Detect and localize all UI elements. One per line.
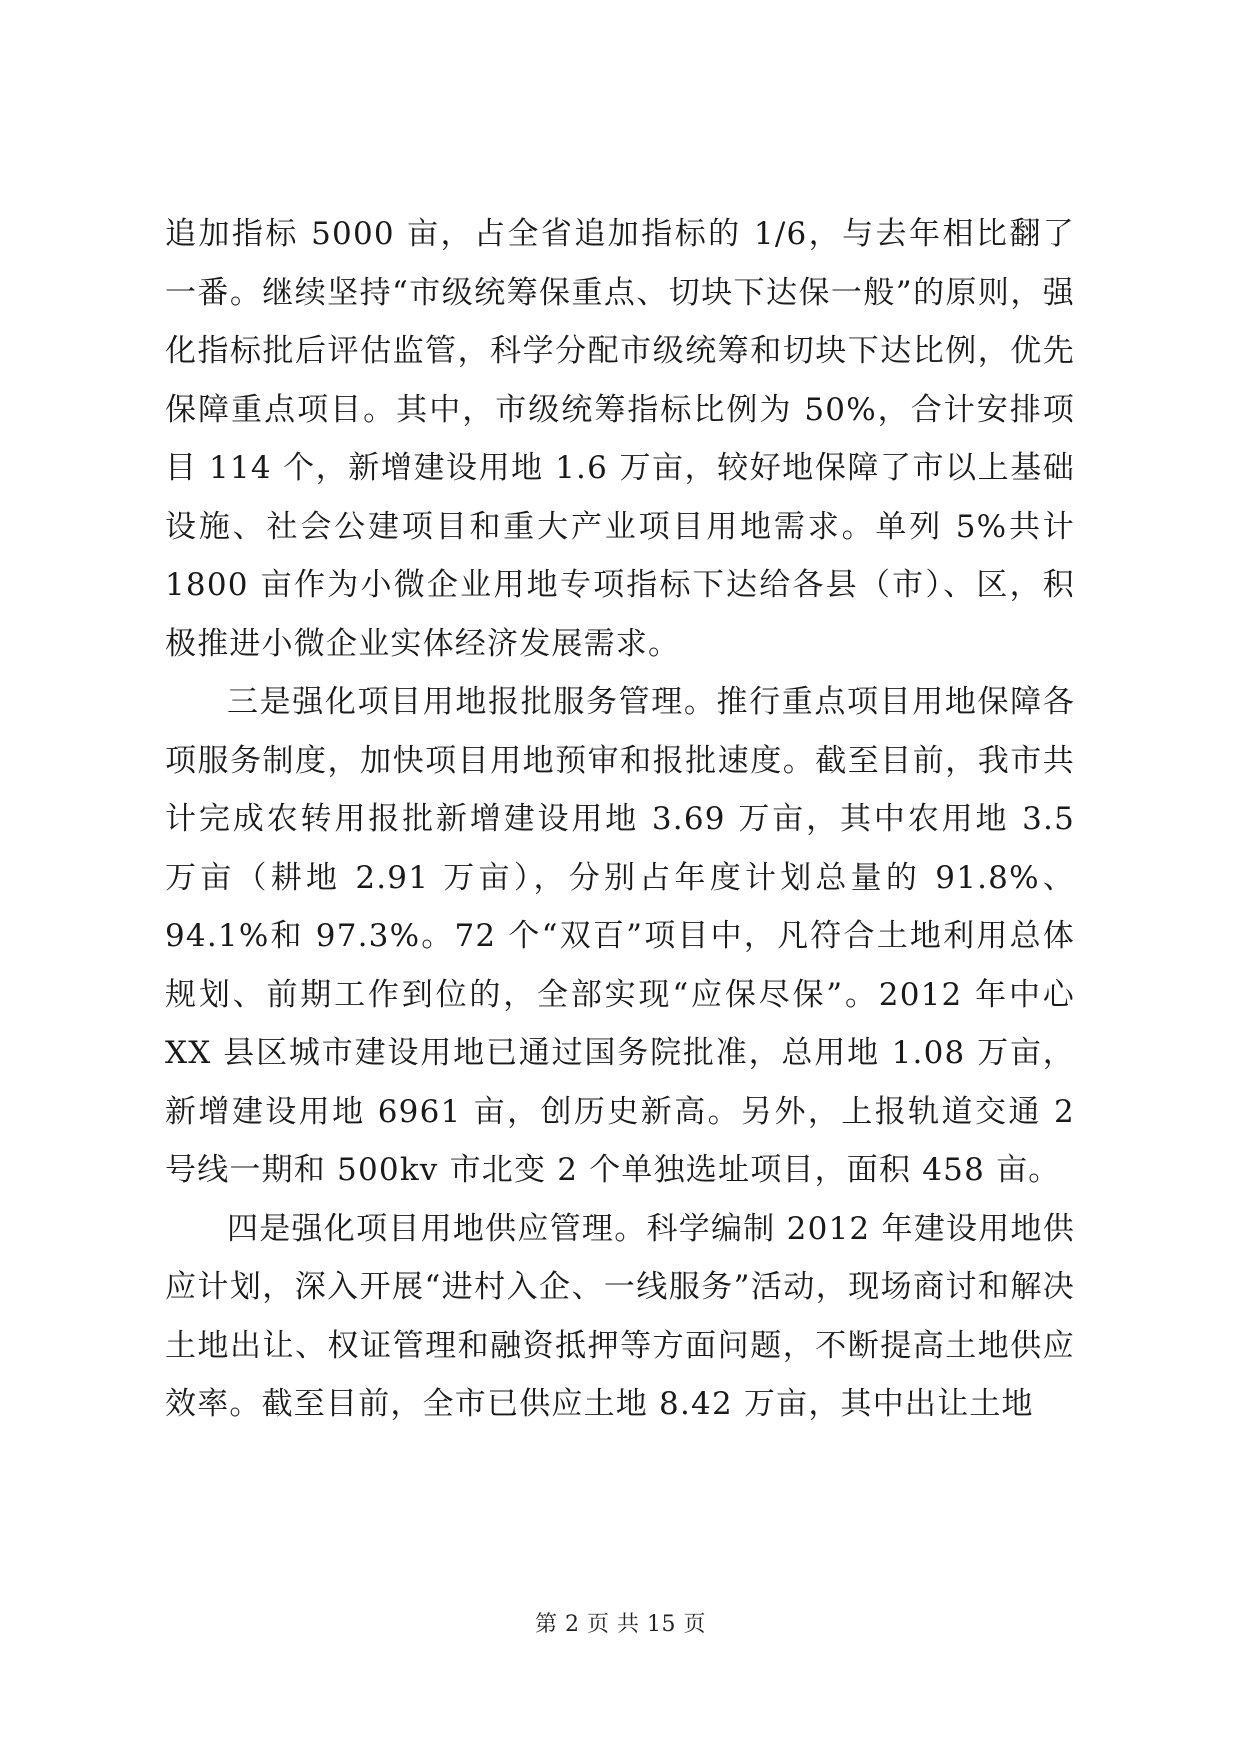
paragraph-1: 追加指标 5000 亩，占全省追加指标的 1/6，与去年相比翻了一番。继续坚持“市级统筹保重点、切块下达保一般”的原则，强化指标批后评估监管，科学分配市级统筹和切块下达比例，优先保障重点项目。其中，市级统筹指标比例为 50%，合计安排项目 114 个，新增建设用地 1.6 万亩，较好地保障了市以上基础设施、社会公建项目和重大产业项目用地需求。单列 5%共计 1800 亩作为小微企业用地专项指标下达给各县（市）、区，积极推进小微企业实体经济发展需求。	[165, 216, 1075, 662]
document-body	[165, 205, 1075, 1434]
page-number-footer: 第 2 页 共 15 页	[535, 1612, 706, 1637]
paragraph-3: 四是强化项目用地供应管理。科学编制 2012 年建设用地供应计划，深入开展“进村入企、一线服务”活动，现场商讨和解决土地出让、权证管理和融资抵押等方面问题，不断提高土地供应效率。截至目前，全市已供应土地 8.42 万亩，其中出让土地	[165, 1210, 1075, 1422]
paragraph-2: 三是强化项目用地报批服务管理。推行重点项目用地保障各项服务制度，加快项目用地预审和报批速度。截至目前，我市共计完成农转用报批新增建设用地 3.69 万亩，其中农用地 3.5 万亩（耕地 2.91 万亩），分别占年度计划总量的 91.8%、94.1%和 97.3%。72 个“双百”项目中，凡符合土地利用总体规划、前期工作到位的，全部实现“应保尽保”。2012 年中心 XX 县区城市建设用地已通过国务院批准，总用地 1.08 万亩，新增建设用地 6961 亩，创历史新高。另外，上报轨道交通 2 号线一期和 500kv 市北变 2 个单独选址项目，面积 458 亩。	[165, 684, 1075, 1188]
